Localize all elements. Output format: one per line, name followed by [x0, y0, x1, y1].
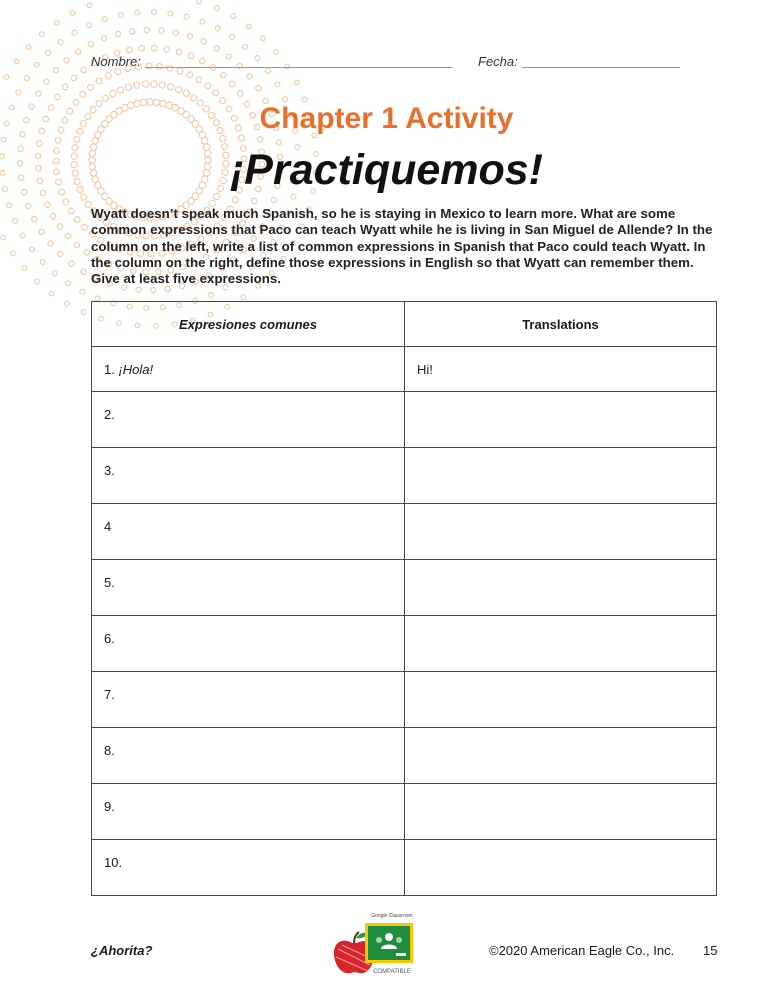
- book-title: ¿Ahorita?: [91, 943, 153, 958]
- decor-dot: [134, 82, 140, 88]
- decor-dot: [247, 74, 252, 79]
- decor-dot: [58, 251, 63, 256]
- decor-dot: [80, 91, 86, 97]
- expression-cell[interactable]: [92, 672, 405, 728]
- decor-dot: [188, 53, 194, 59]
- decor-dot: [255, 56, 260, 61]
- translation-cell[interactable]: [405, 784, 717, 840]
- table-row: [92, 347, 717, 392]
- decor-dot: [88, 84, 94, 90]
- decor-dot: [144, 27, 149, 32]
- decor-dot: [151, 287, 156, 292]
- decor-dot: [74, 242, 80, 248]
- decor-dot: [39, 229, 44, 234]
- decor-dot: [294, 80, 299, 85]
- decor-dot: [168, 84, 174, 90]
- decor-dot: [183, 90, 189, 96]
- decor-dot: [184, 14, 189, 19]
- decor-dot: [257, 136, 263, 142]
- decor-dot: [139, 46, 145, 52]
- decor-dot: [44, 79, 49, 84]
- translation-cell[interactable]: [405, 392, 717, 448]
- decor-dot: [87, 23, 92, 28]
- page-number: 15: [703, 943, 718, 958]
- decor-dot: [63, 199, 69, 205]
- decor-dot: [81, 224, 87, 230]
- decor-dot: [49, 291, 54, 296]
- decor-dot: [13, 218, 18, 223]
- decor-dot: [246, 24, 251, 29]
- decor-dot: [16, 90, 21, 95]
- decor-dot: [130, 29, 135, 34]
- copyright-text: ©2020 American Eagle Co., Inc.: [489, 943, 675, 958]
- chapter-title: Chapter 1 Activity: [259, 102, 514, 135]
- instructions-text: Wyatt doesn’t speak much Spanish, so he is staying in Mexico to learn more. What are some common expressions that Paco can teach Wyatt while he is living in San Miguel de Allende? In the column on the left, write a list of common expressions in Spanish that Paco could teach Wyatt. In the column on the right, define those expressions in English so that Wyatt can remember them. Give at least five expressions.: [91, 206, 713, 287]
- decor-dot: [64, 58, 69, 63]
- expression-cell[interactable]: [92, 840, 405, 896]
- decor-dot: [55, 94, 61, 100]
- decor-dot: [40, 259, 45, 264]
- translation-cell[interactable]: [405, 347, 717, 392]
- name-label: Nombre:: [91, 54, 141, 69]
- decor-dot: [103, 95, 109, 101]
- expression-cell[interactable]: [92, 728, 405, 784]
- decor-dot: [66, 281, 71, 286]
- google-classroom-icon: [365, 923, 413, 963]
- decor-dot: [24, 76, 29, 81]
- decor-dot: [7, 203, 12, 208]
- table-row: [92, 392, 717, 448]
- table-row: [92, 560, 717, 616]
- decor-dot: [220, 135, 226, 141]
- decor-dot: [88, 42, 93, 47]
- decor-dot: [173, 30, 178, 35]
- decor-dot: [200, 58, 206, 64]
- decor-dot: [1, 235, 6, 240]
- decor-dot: [197, 0, 202, 4]
- decor-dot: [26, 45, 31, 50]
- decor-dot: [53, 68, 58, 73]
- decor-dot: [71, 75, 77, 81]
- decor-dot: [256, 86, 261, 91]
- logo-bottom-text: COMPATIBLE: [373, 969, 411, 975]
- decor-dot: [282, 97, 287, 102]
- decor-dot: [266, 68, 271, 73]
- translation-cell[interactable]: [405, 728, 717, 784]
- decor-dot: [151, 81, 157, 87]
- decor-dot: [62, 84, 68, 90]
- table-row: [92, 728, 717, 784]
- decor-dot: [65, 233, 71, 239]
- decor-dot: [220, 72, 226, 78]
- decor-dot: [159, 82, 165, 88]
- decor-dot: [54, 20, 59, 25]
- date-label: Fecha:: [478, 54, 518, 69]
- decor-dot: [201, 138, 208, 145]
- translation-cell[interactable]: [405, 560, 717, 616]
- logo-top-text: Google Classroom: [371, 913, 413, 919]
- expressions-table: [91, 301, 717, 896]
- decor-dot: [81, 194, 87, 200]
- decor-dot: [4, 75, 9, 80]
- expression-text: ¡Hola!: [118, 362, 154, 377]
- expression-cell[interactable]: [92, 448, 405, 504]
- decor-dot: [191, 95, 197, 101]
- decor-dot: [201, 39, 206, 44]
- decor-dot: [30, 247, 35, 252]
- decor-dot: [208, 292, 213, 297]
- table-row: [92, 784, 717, 840]
- decor-dot: [39, 32, 44, 37]
- decor-dot: [115, 31, 120, 36]
- table-row: [92, 448, 717, 504]
- decor-dot: [22, 266, 27, 271]
- decor-dot: [243, 44, 248, 49]
- decor-dot: [214, 6, 219, 11]
- decor-dot: [57, 224, 63, 230]
- expression-cell[interactable]: [92, 504, 405, 560]
- decor-dot: [74, 217, 80, 223]
- decor-dot: [81, 310, 86, 315]
- name-line[interactable]: [145, 67, 453, 68]
- decor-dot: [101, 36, 106, 41]
- decor-dot: [275, 82, 280, 87]
- decor-dot: [118, 12, 123, 17]
- translation-cell[interactable]: [405, 672, 717, 728]
- decor-dot: [215, 26, 220, 31]
- decor-dot: [84, 250, 90, 256]
- decor-dot: [187, 72, 193, 78]
- decor-dot: [69, 261, 74, 266]
- decor-dot: [115, 69, 121, 75]
- decor-dot: [46, 50, 51, 55]
- decor-dot: [271, 197, 276, 202]
- decor-dot: [159, 28, 164, 33]
- decor-dot: [80, 289, 85, 294]
- decor-dot: [1, 137, 6, 142]
- decor-dot: [52, 271, 57, 276]
- row-number: 4: [104, 519, 112, 534]
- decor-dot: [237, 91, 243, 97]
- decor-dot: [76, 49, 81, 54]
- decor-dot: [55, 137, 61, 143]
- decor-dot: [188, 198, 195, 205]
- decor-dot: [229, 81, 235, 87]
- decor-dot: [70, 11, 75, 16]
- decor-dot: [36, 91, 41, 96]
- decor-dot: [213, 90, 219, 96]
- decor-dot: [105, 73, 111, 79]
- decor-dot: [276, 140, 281, 145]
- decor-dot: [87, 3, 92, 8]
- table-row: [92, 616, 717, 672]
- decor-dot: [164, 47, 170, 53]
- decor-dot: [72, 30, 77, 35]
- decor-dot: [117, 87, 123, 93]
- decor-dot: [50, 213, 56, 219]
- column-header-translations: Translations: [405, 302, 717, 347]
- table-row: [92, 672, 717, 728]
- translation-text: Hi!: [417, 362, 433, 377]
- decor-dot: [226, 54, 231, 59]
- row-number: 8.: [104, 743, 115, 758]
- decor-dot: [14, 59, 19, 64]
- decor-dot: [81, 269, 86, 274]
- row-number: 10.: [104, 855, 123, 870]
- decor-dot: [251, 198, 257, 204]
- google-classroom-logo: [330, 913, 420, 978]
- decor-dot: [231, 14, 236, 19]
- translation-cell[interactable]: [405, 448, 717, 504]
- expression-cell[interactable]: [92, 347, 405, 392]
- decor-dot: [187, 34, 192, 39]
- row-number: 2.: [104, 407, 115, 422]
- decor-dot: [232, 197, 238, 203]
- decor-dot: [196, 77, 202, 83]
- decor-dot: [74, 136, 80, 142]
- row-number: 7.: [104, 687, 115, 702]
- decor-dot: [110, 91, 116, 97]
- decor-dot: [205, 83, 211, 89]
- translation-cell[interactable]: [405, 840, 717, 896]
- row-number: 5.: [104, 575, 115, 590]
- decor-dot: [81, 67, 87, 73]
- decor-dot: [102, 17, 107, 22]
- decor-dot: [92, 138, 99, 145]
- decor-dot: [65, 301, 70, 306]
- row-number: 9.: [104, 799, 115, 814]
- decor-dot: [229, 34, 234, 39]
- decor-dot: [48, 241, 53, 246]
- row-number: 3.: [104, 463, 115, 478]
- row-number: 1.: [104, 362, 115, 377]
- decor-dot: [58, 40, 63, 45]
- decor-dot: [34, 62, 39, 67]
- table-row: [92, 504, 717, 560]
- decor-dot: [200, 19, 205, 24]
- expression-cell[interactable]: [92, 616, 405, 672]
- decor-dot: [176, 49, 182, 55]
- decor-dot: [96, 78, 102, 84]
- decor-dot: [125, 84, 131, 90]
- decor-dot: [168, 11, 173, 16]
- expression-cell[interactable]: [92, 560, 405, 616]
- decor-dot: [26, 203, 31, 208]
- decor-dot: [10, 251, 15, 256]
- decor-dot: [177, 68, 183, 74]
- table-header-row: [92, 302, 717, 347]
- decor-dot: [146, 63, 152, 69]
- decor-dot: [135, 10, 140, 15]
- decor-dot: [35, 279, 40, 284]
- decor-dot: [32, 217, 37, 222]
- column-header-expressions: Expresiones comunes: [92, 302, 405, 347]
- decor-dot: [151, 10, 156, 15]
- expression-cell[interactable]: [92, 392, 405, 448]
- table-row: [92, 840, 717, 896]
- page-title: ¡Practiquemos!: [229, 146, 543, 194]
- translation-cell[interactable]: [405, 504, 717, 560]
- decor-dot: [45, 202, 51, 208]
- translation-cell[interactable]: [405, 616, 717, 672]
- date-line[interactable]: [522, 67, 680, 68]
- decor-dot: [214, 46, 219, 51]
- decor-dot: [20, 233, 25, 238]
- decor-dot: [274, 49, 279, 54]
- decor-dot: [126, 47, 132, 53]
- decor-dot: [142, 81, 148, 87]
- decor-dot: [176, 87, 182, 93]
- decor-dot: [151, 45, 157, 51]
- expression-cell[interactable]: [92, 784, 405, 840]
- row-number: 6.: [104, 631, 115, 646]
- decor-dot: [68, 208, 74, 214]
- decor-dot: [136, 287, 141, 292]
- decor-dot: [261, 36, 266, 41]
- decor-dot: [106, 198, 113, 205]
- decor-dot: [241, 295, 246, 300]
